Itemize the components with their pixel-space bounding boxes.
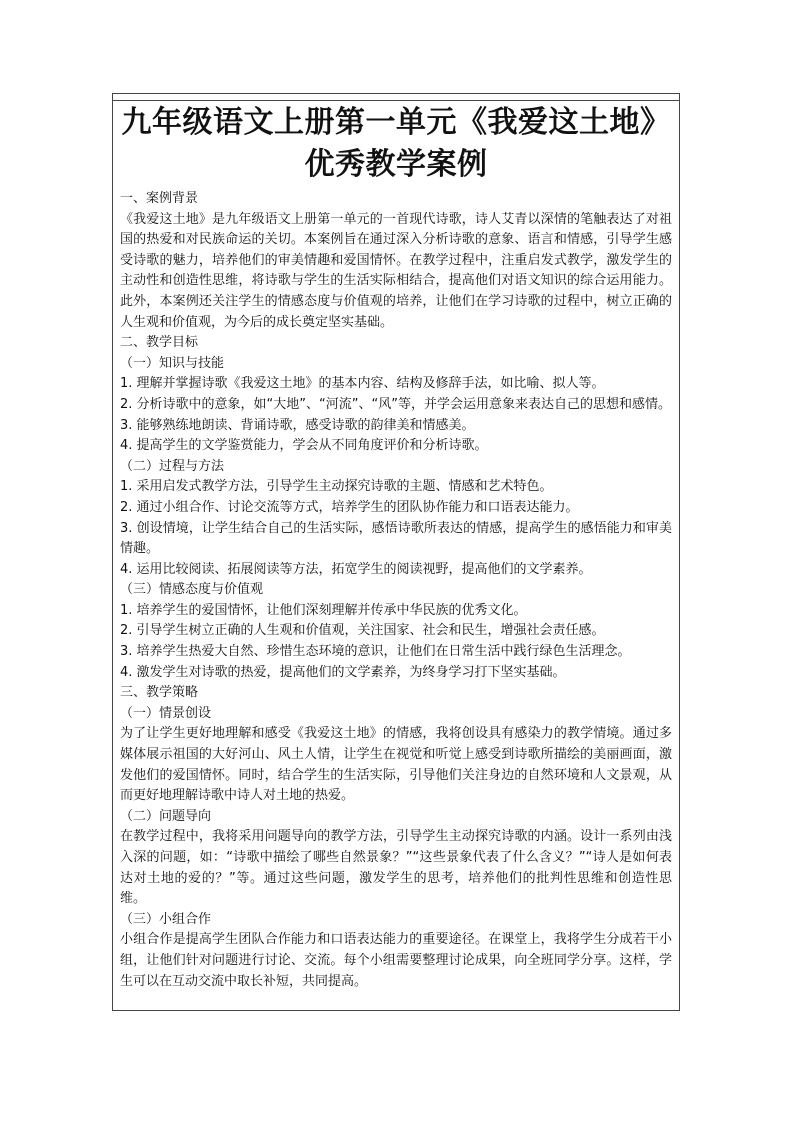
paragraph: 1. 采用启发式教学方法，引导学生主动探究诗歌的主题、情感和艺术特色。	[120, 479, 553, 495]
document-content	[120, 102, 672, 992]
paragraph: 4. 激发学生对诗歌的热爱，提高他们的文学素养，为终身学习打下坚实基础。	[120, 664, 566, 680]
paragraph: 小组合作是提高学生团队合作能力和口语表达能力的重要途径。在课堂上，我将学生分成若干小组，让他们针对问题进行讨论、交流。每个小组需要整理讨论成果，向全班同学分享。这样，学生可以在互动交流中取长补短，共同提高。	[120, 932, 672, 989]
paragraph: 1. 培养学生的爱国情怀，让他们深刻理解并传承中华民族的优秀文化。	[120, 602, 527, 618]
section-heading: （一）知识与技能	[120, 355, 225, 371]
section-heading: （一）情景创设	[120, 705, 212, 721]
document-frame	[112, 93, 680, 1011]
section-heading: （二）过程与方法	[120, 458, 225, 474]
section-heading: （三）情感态度与价值观	[120, 582, 264, 598]
paragraph: 2. 引导学生树立正确的人生观和价值观，关注国家、社会和民生，增强社会责任感。	[120, 623, 605, 639]
paragraph: 4. 运用比较阅读、拓展阅读等方法，拓宽学生的阅读视野，提高他们的文学素养。	[120, 561, 592, 577]
paragraph: 2. 通过小组合作、讨论交流等方式，培养学生的团队协作能力和口语表达能力。	[120, 499, 579, 515]
paragraph: 2. 分析诗歌中的意象，如“大地”、“河流”、“风”等，并学会运用意象来表达自己的思想和感情。	[120, 396, 671, 412]
paragraph: 《我爱这土地》是九年级语文上册第一单元的一首现代诗歌，诗人艾青以深情的笔触表达了对祖国的热爱和对民族命运的关切。本案例旨在通过深入分析诗歌的意象、语言和情感，引导学生感受诗歌的魅力，培养他们的审美情趣和爱国情怀。在教学过程中，注重启发式教学，激发学生的主动性和创造性思维，将诗歌与学生的生活实际相结合，提高他们对语文知识的综合运用能力。此外，本案例还关注学生的情感态度与价值观的培养，让他们在学习诗歌的过程中，树立正确的人生观和价值观，为今后的成长奠定坚实基础。	[120, 211, 672, 330]
paragraph: 4. 提高学生的文学鉴赏能力，学会从不同角度评价和分析诗歌。	[120, 438, 488, 454]
paragraph: 在教学过程中，我将采用问题导向的教学方法，引导学生主动探究诗歌的内涵。设计一系列由浅入深的问题，如：“诗歌中描绘了哪些自然景象？”“这些景象代表了什么含义？”“诗人是如何表达对土地的爱的？”等。通过这些问题，激发学生的思考，培养他们的批判性思维和创造性思维。	[120, 829, 672, 907]
section-heading: （二）问题导向	[120, 808, 212, 824]
paragraph: 3. 能够熟练地朗读、背诵诗歌，感受诗歌的韵律美和情感美。	[120, 417, 475, 433]
paragraph: 为了让学生更好地理解和感受《我爱这土地》的情感，我将创设具有感染力的教学情境。通过多媒体展示祖国的大好河山、风土人情，让学生在视觉和听觉上感受到诗歌所描绘的美丽画面，激发他们的爱国情怀。同时，结合学生的生活实际，引导他们关注身边的自然环境和人文景观，从而更好地理解诗歌中诗人对土地的热爱。	[120, 726, 672, 804]
section-heading: （三）小组合作	[120, 911, 212, 927]
paragraph: 3. 创设情境，让学生结合自己的生活实际，感悟诗歌所表达的情感，提高学生的感悟能力和审美情趣。	[120, 520, 672, 557]
paragraph: 3. 培养学生热爱大自然、珍惜生态环境的意识，让他们在日常生活中践行绿色生活理念。	[120, 644, 631, 660]
section-heading: 二、教学目标	[120, 335, 199, 351]
document-title: 九年级语文上册第一单元《我爱这土地》优秀教学案例	[121, 105, 671, 182]
section-heading: 一、案例背景	[120, 191, 199, 206]
paragraph: 1. 理解并掌握诗歌《我爱这土地》的基本内容、结构及修辞手法，如比喻、拟人等。	[120, 376, 605, 392]
section-heading: 三、教学策略	[120, 685, 199, 701]
